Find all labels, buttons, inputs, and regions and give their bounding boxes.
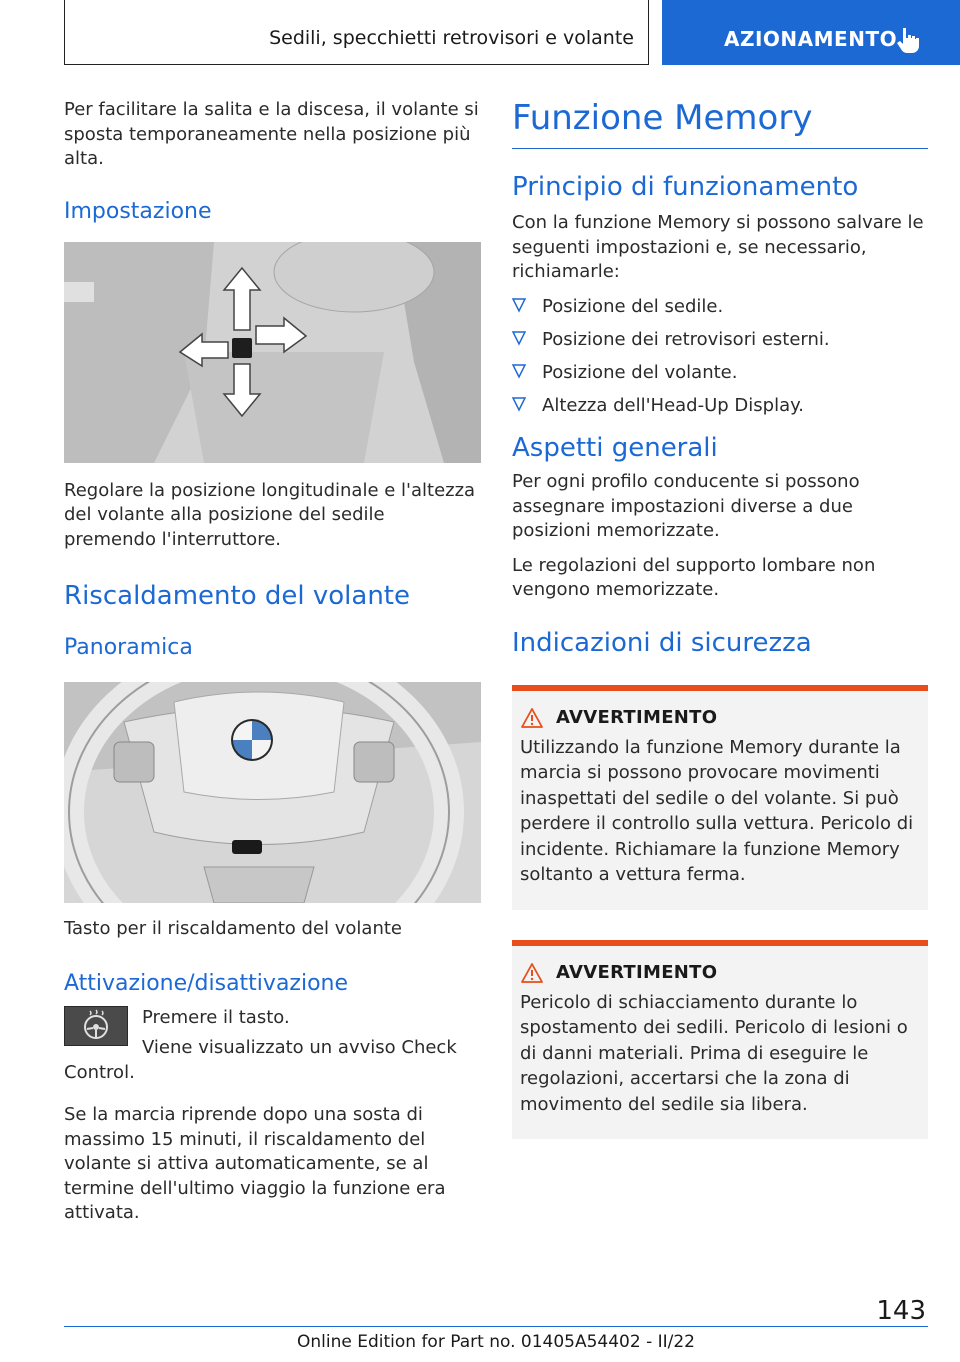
- warning-box: [512, 685, 928, 910]
- section-title: Sedili, specchietti retrovisori e volante: [269, 27, 634, 49]
- list-item: [512, 328, 928, 353]
- memory-heading: Funzione Memory: [512, 98, 813, 138]
- panoramica-heading: Panoramica: [64, 635, 193, 660]
- list-item: [512, 394, 928, 419]
- general-text-2: Le regolazioni del supporto lombare non vengono memorizzate.: [512, 554, 876, 600]
- principle-heading: Principio di funzionamento: [512, 172, 859, 202]
- impostazione-heading: Impostazione: [64, 198, 212, 224]
- steering-adjust-switch-photo: [64, 242, 481, 463]
- auto-activation-text: Se la marcia riprende dopo una sosta di massimo 15 minuti, il riscaldamento del volante si attiva automaticamente, se al termine dell'ultimo viaggio la funzione era attivata.: [64, 1104, 446, 1223]
- press-button-text: Premere il tasto.: [142, 1006, 290, 1028]
- chapter-tab: [662, 0, 960, 65]
- warning-title: AVVERTIMENTO: [556, 962, 718, 983]
- warning-triangle-icon: [520, 962, 544, 984]
- heating-heading: Riscaldamento del volante: [64, 581, 410, 611]
- steering-heating-button-icon: [64, 1006, 128, 1046]
- warning-text: Pericolo di schiacciamento durante lo spostamento dei sedili. Pericolo di lesioni o di danni materiali. Prima di eseguire le regolazioni, accertarsi che la zona di movimento del sedile sia libera.: [520, 991, 908, 1115]
- general-heading: Aspetti generali: [512, 433, 718, 463]
- edition-note: Online Edition for Part no. 01405A54402 - II/22: [296, 1332, 695, 1352]
- list-item: [512, 295, 928, 320]
- intro-paragraph: Per facilitare la salita e la discesa, il volante si sposta temporaneamente nella posizione più alta.: [64, 99, 479, 169]
- check-control-text: Viene visualizzato un avviso Check Control.: [64, 1037, 457, 1083]
- warning-title-row: [520, 962, 922, 984]
- figure2-caption: Tasto per il riscaldamento del volante: [64, 918, 402, 939]
- steering-column-illustration: [64, 242, 481, 463]
- steering-wheel-illustration: [64, 682, 481, 903]
- list-item-text: Posizione del volante.: [542, 361, 738, 383]
- right-column: [512, 98, 928, 1139]
- triangle-bullet-icon: [512, 363, 526, 379]
- list-item-text: Posizione del sedile.: [542, 295, 724, 317]
- list-item-text: Posizione dei retrovisori esterni.: [542, 328, 830, 350]
- warning-title-row: [520, 707, 922, 729]
- general-text-1: Per ogni profilo conducente si possono assegnare impostazioni diverse a due posizioni memorizzate.: [512, 471, 860, 541]
- left-column: [64, 98, 481, 1226]
- warning-triangle-icon: [520, 707, 544, 729]
- warning-title: AVVERTIMENTO: [556, 707, 718, 728]
- principle-text: Con la funzione Memory si possono salvare le seguenti impostazioni e, se necessario, richiamarle:: [512, 212, 924, 282]
- chapter-title: AZIONAMENTO: [724, 27, 898, 51]
- steering-wheel-photo: [64, 682, 481, 903]
- triangle-bullet-icon: [512, 330, 526, 346]
- activation-heading: Attivazione/disattivazione: [64, 970, 349, 996]
- section-tab: [64, 0, 649, 65]
- warning-box: [512, 940, 928, 1140]
- list-item-text: Altezza dell'Head-Up Display.: [542, 394, 804, 416]
- page-number: 143: [876, 1296, 926, 1326]
- safety-heading: Indicazioni di sicurezza: [512, 627, 812, 658]
- memory-heading-block: [512, 98, 928, 149]
- triangle-bullet-icon: [512, 297, 526, 313]
- list-item: [512, 361, 928, 386]
- figure1-caption: Regolare la posizione longitudinale e l'altezza del volante alla posizione del sedile premendo l'interruttore.: [64, 479, 476, 550]
- activation-block: [64, 1006, 481, 1086]
- memory-settings-list: [512, 295, 928, 419]
- warning-text: Utilizzando la funzione Memory durante la marcia si possono provocare movimenti inaspettati del sedile o del volante. Si può perdere il controllo sulla vettura. Pericolo di incidente. Richiamare la funzione Memory soltanto a vettura ferma.: [520, 736, 914, 885]
- hand-pointer-icon: [894, 26, 920, 54]
- triangle-bullet-icon: [512, 396, 526, 412]
- footer-rule: [64, 1326, 928, 1327]
